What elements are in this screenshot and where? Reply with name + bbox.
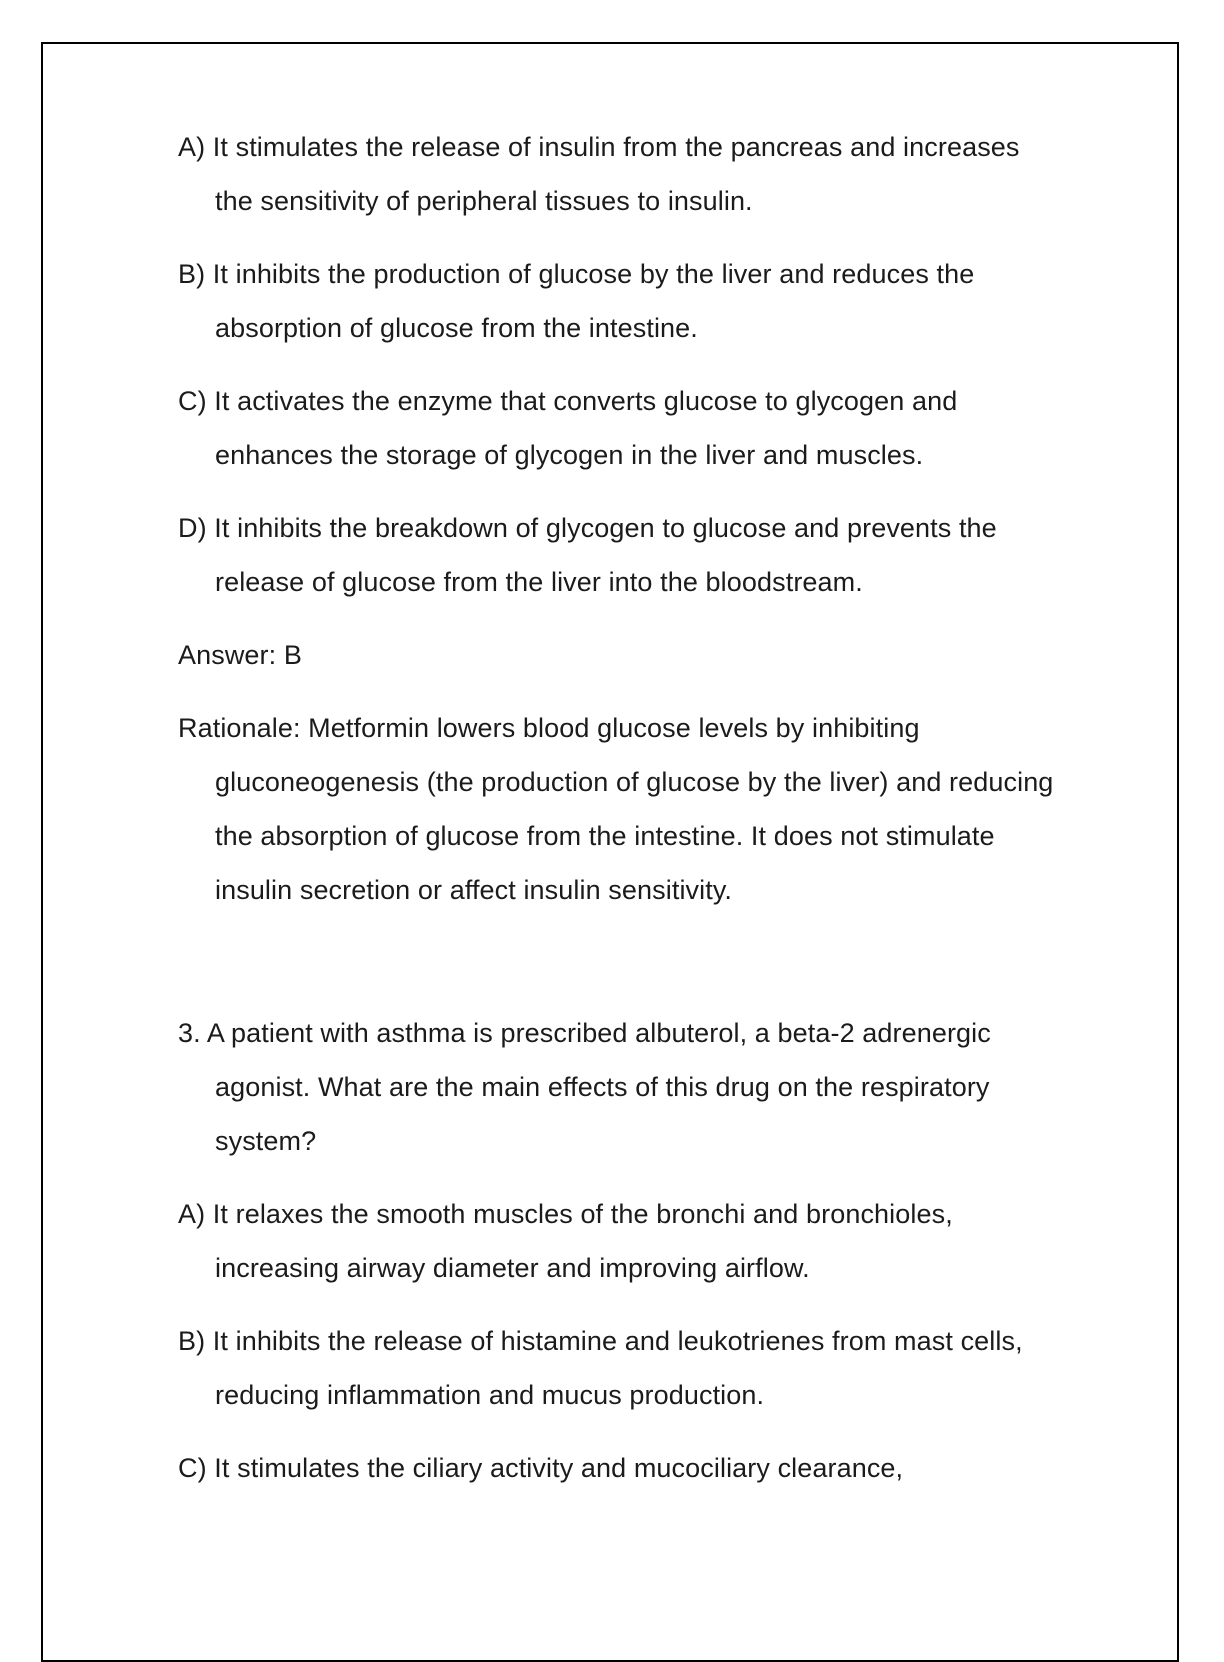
answer-line-q2: Answer: B [178, 640, 302, 670]
rationale-q2: Rationale: Metformin lowers blood glucose levels by inhibiting gluconeogenesis (the production of glucose by the liver) and reducing the absorption of glucose from the intestine. It does not stimulate insulin secretion or affect insulin sensitivity. [178, 713, 1054, 905]
document-content [178, 120, 1063, 1514]
answer-option-a-q2: A) It stimulates the release of insulin from the pancreas and increases the sensitivity of peripheral tissues to insulin. [178, 132, 1020, 216]
paragraph-spacer [178, 936, 1063, 1006]
answer-option-c-q2: C) It activates the enzyme that converts glucose to glycogen and enhances the storage of glycogen in the liver and muscles. [178, 386, 958, 470]
answer-option-b-q2: B) It inhibits the production of glucose by the liver and reduces the absorption of glucose from the intestine. [178, 259, 975, 343]
answer-option-a-q3: A) It relaxes the smooth muscles of the bronchi and bronchioles, increasing airway diameter and improving airflow. [178, 1199, 953, 1283]
answer-option-d-q2: D) It inhibits the breakdown of glycogen to glucose and prevents the release of glucose from the liver into the bloodstream. [178, 513, 997, 597]
question-3: 3. A patient with asthma is prescribed albuterol, a beta-2 adrenergic agonist. What are the main effects of this drug on the respiratory system? [178, 1018, 991, 1156]
answer-option-c-q3: C) It stimulates the ciliary activity and mucociliary clearance, [178, 1453, 904, 1483]
answer-option-b-q3: B) It inhibits the release of histamine and leukotrienes from mast cells, reducing inflammation and mucus production. [178, 1326, 1023, 1410]
